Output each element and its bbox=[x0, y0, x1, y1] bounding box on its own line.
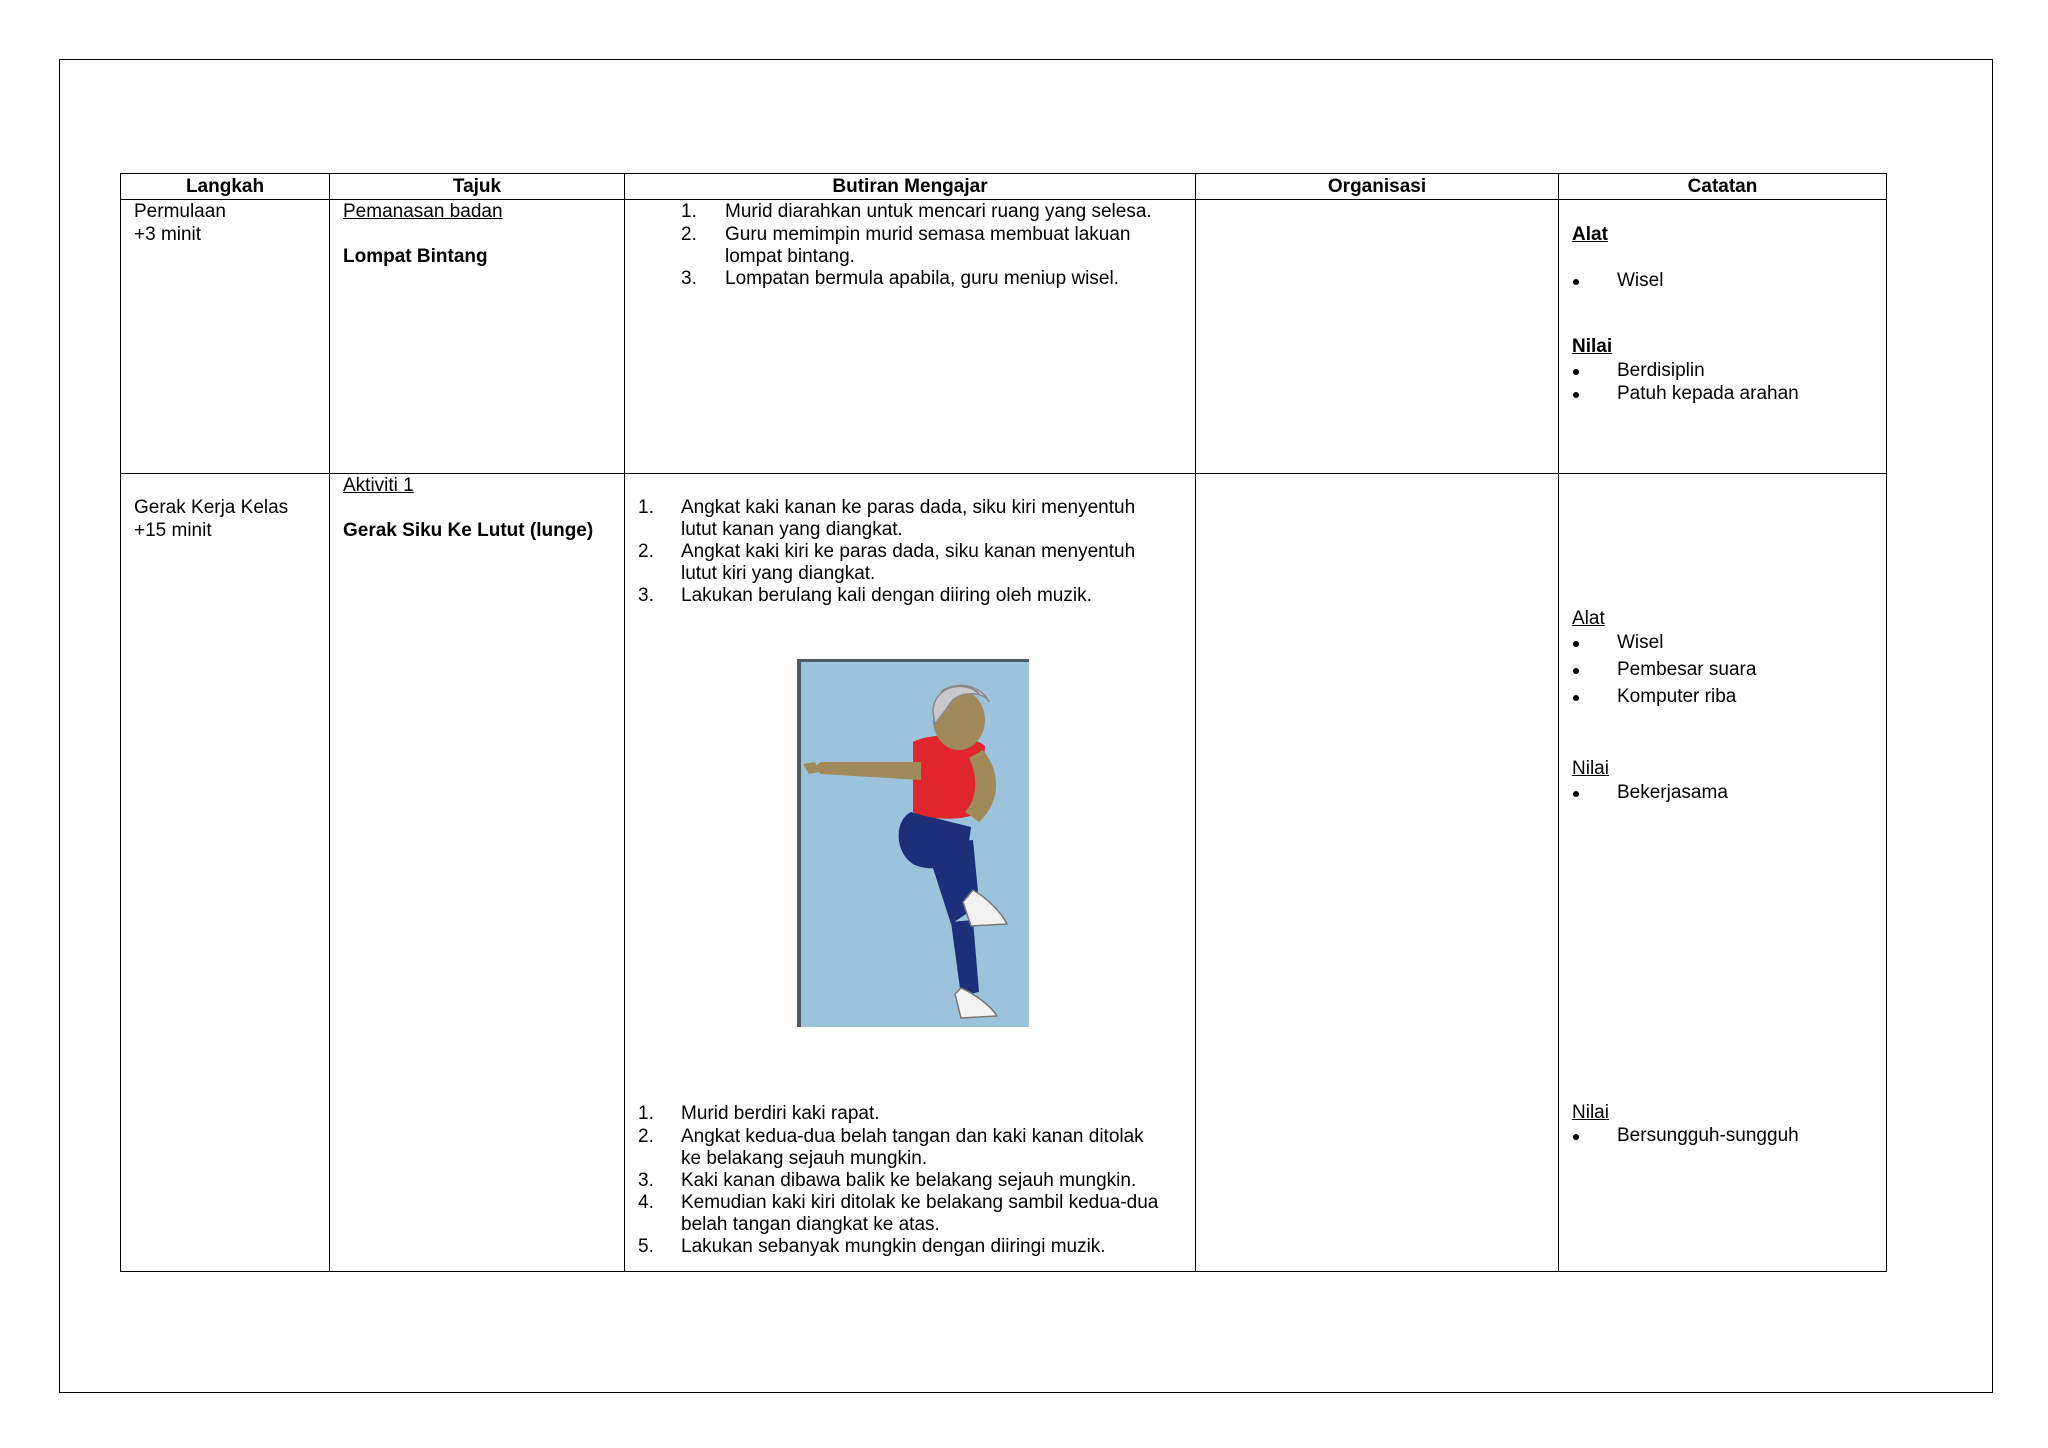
butiran-cell: 1. Angkat kaki kanan ke paras dada, siku kiri menyentuh lutut kanan yang diangkat. 2. Angkat kaki kiri ke paras dada, siku kanan menyentuh lutut kiri yang diangkat. 3. Lakukan berulang kali dengan diiring oleh muzik. 1. Murid berdiri kaki rapat. 2. Angkat kedua-dua belah tangan dan kaki kanan ditolak ke belakang sejauh mungkin. 3. Kaki kanan dibawa balik ke belakang sejauh mungkin. 4. Kemudian kaki kiri ditolak ke belakang sambil kedua-dua belah tangan diangkat ke atas. 5. Lakukan sebanyak mungkin dengan diiringi muzik. bbox=[625, 474, 1196, 1272]
header-organisasi: Organisasi bbox=[1196, 174, 1559, 200]
bullet-icon bbox=[1573, 668, 1579, 674]
tajuk-subtitle: Aktiviti 1 bbox=[343, 475, 414, 496]
catatan-cell: Alat Wisel Nilai Berdisiplin Patuh kepada arahan bbox=[1559, 200, 1887, 474]
bullet-icon bbox=[1573, 279, 1579, 285]
langkah-name: Gerak Kerja Kelas bbox=[134, 497, 289, 518]
nilai-heading: Nilai bbox=[1572, 758, 1609, 779]
tajuk-title: Gerak Siku Ke Lutut (lunge) bbox=[343, 520, 594, 541]
alat-heading: Alat bbox=[1572, 224, 1608, 245]
alat-heading: Alat bbox=[1572, 608, 1605, 629]
nilai-heading: Nilai bbox=[1572, 336, 1613, 357]
table-row bbox=[121, 474, 1887, 1272]
bullet-icon bbox=[1573, 641, 1579, 647]
lesson-plan-table bbox=[120, 173, 1887, 1272]
header-butiran: Butiran Mengajar bbox=[625, 174, 1196, 200]
catatan-cell: Alat Wisel Pembesar suara Komputer riba Nilai Bekerjasama Nilai Bersungguh-sungguh bbox=[1559, 474, 1887, 1272]
organisasi-cell bbox=[1196, 474, 1559, 1272]
bullet-icon bbox=[1573, 1134, 1579, 1140]
bullet-icon bbox=[1573, 392, 1579, 398]
bullet-icon bbox=[1573, 695, 1579, 701]
tajuk-cell bbox=[330, 474, 625, 1272]
langkah-cell bbox=[121, 200, 330, 474]
header-row bbox=[121, 174, 1887, 200]
butiran-cell: 1. Murid diarahkan untuk mencari ruang yang selesa. 2. Guru memimpin murid semasa membuat lakuan lompat bintang. 3. Lompatan bermula apabila, guru meniup wisel. bbox=[625, 200, 1196, 474]
tajuk-cell bbox=[330, 200, 625, 474]
bullet-icon bbox=[1573, 791, 1579, 797]
langkah-time: +3 minit bbox=[134, 224, 202, 245]
tajuk-subtitle: Pemanasan badan bbox=[343, 201, 503, 222]
tajuk-title: Lompat Bintang bbox=[343, 246, 488, 267]
knee-raise-illustration bbox=[797, 659, 1029, 1027]
header-langkah: Langkah bbox=[121, 174, 330, 200]
nilai-heading: Nilai bbox=[1572, 1102, 1609, 1123]
table-row bbox=[121, 200, 1887, 474]
langkah-cell bbox=[121, 474, 330, 1272]
organisasi-cell bbox=[1196, 200, 1559, 474]
bullet-icon bbox=[1573, 369, 1579, 375]
header-catatan: Catatan bbox=[1559, 174, 1887, 200]
langkah-name: Permulaan bbox=[134, 201, 226, 222]
langkah-time: +15 minit bbox=[134, 520, 212, 541]
person-knee-raise-icon bbox=[801, 662, 1029, 1027]
header-tajuk: Tajuk bbox=[330, 174, 625, 200]
